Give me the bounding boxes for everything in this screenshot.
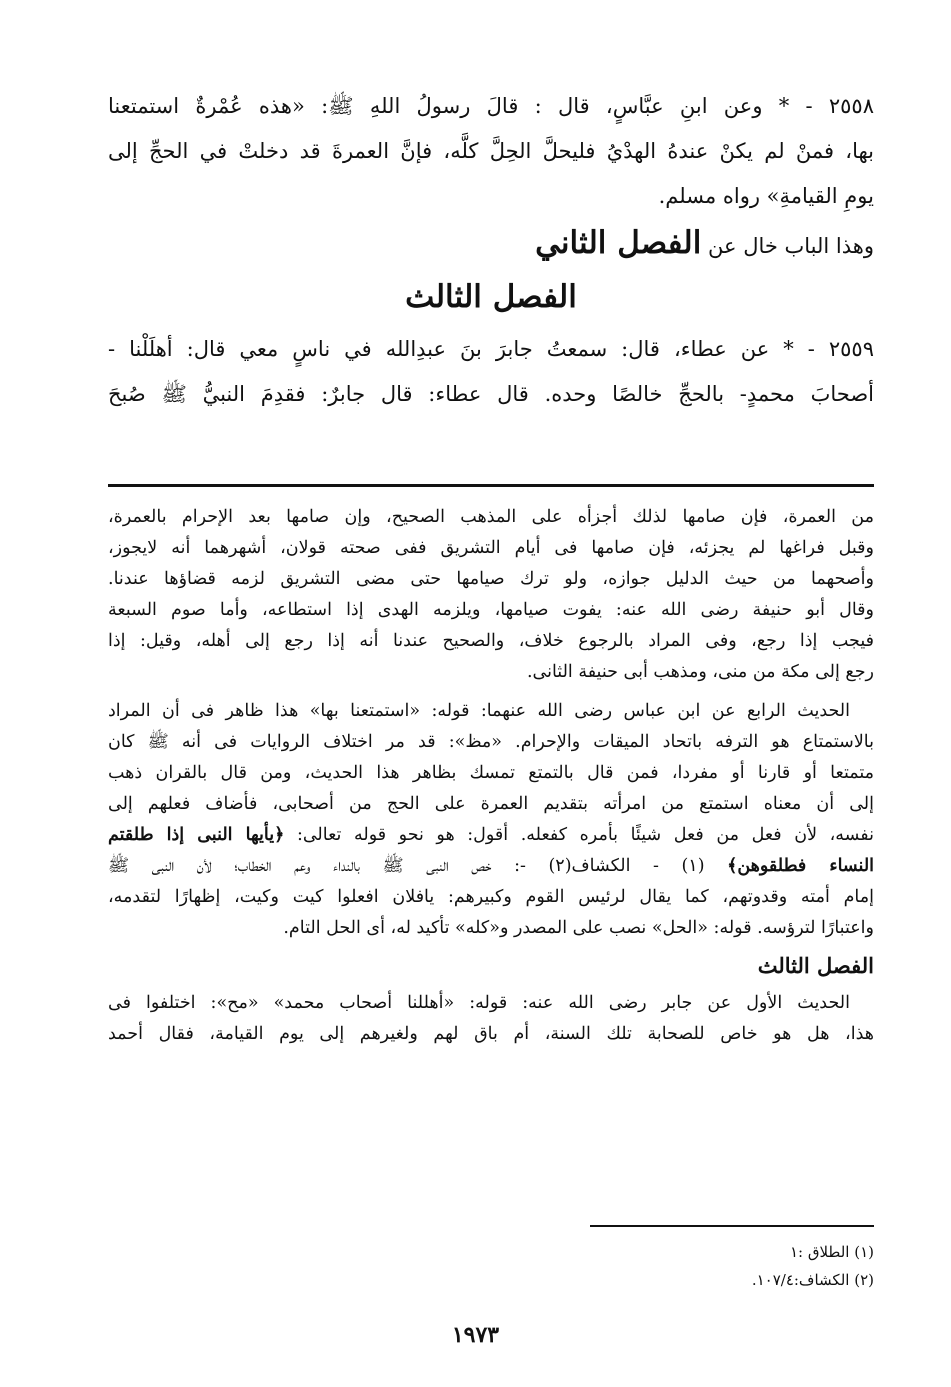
commentary-line: إمام أمته وقدوتهم، كما يقال لرئيس القوم وكبيرهم: يافلان افعلوا كيت وكيت، إظهارًا لتقدمه،	[108, 887, 874, 907]
main-separator-rule	[108, 484, 874, 487]
commentary-line: الحديث الرابع عن ابن عباس رضى الله عنهما: قوله: «استمتعنا بها» هذا ظاهر فى أن المراد	[108, 701, 850, 721]
commentary-text: نفسه، لأن فعل من فعل شيئًا بأمره كفعله. أقول: هو نحو قوله تعالى:	[296, 825, 874, 845]
commentary-line: الحديث الأول عن جابر رضى الله عنه: قوله: «أهللنا أصحاب محمد» «مح»: اختلفوا فى	[108, 993, 850, 1013]
commentary-line: وقال أبو حنيفة رضى الله عنه: يفوت صيامها، ويلزمه الهدى إذا استطاعه، وأما صوم السبعة	[108, 600, 874, 620]
commentary	[108, 502, 874, 1050]
footnote: (١) الطلاق :١	[789, 1243, 874, 1261]
hadith-2559-line: أصحابَ محمدٍ- بالحجِّ خالصًا وحده. قال عطاء: قال جابرٌ: فقدِمَ النبيُّ ﷺ صُبحَ	[108, 382, 874, 406]
commentary-line: بالاستمتاع هو الترفه باتحاد الميقات والإحرام. «مظ»: قد مر اختلاف الروايات فى أنه ﷺ كان	[108, 732, 874, 752]
footnote-rule	[590, 1225, 874, 1227]
commentary-line: إلى أن معناه استمتع من امرأته بتقديم العمرة على الحج من أصحابى، فأضاف فعلهم إلى	[108, 794, 874, 814]
main-text	[108, 84, 874, 417]
quran-verse-bold: ﴿يأيها النبى إذا طلقتم	[108, 825, 285, 845]
commentary-line	[108, 851, 874, 882]
chapter-note-bold: الفصل الثاني	[535, 225, 702, 261]
chapter-note	[108, 219, 874, 267]
hadith-2559-line: ٢٥٥٩ - * عن عطاء، قال: سمعتُ جابرَ بنَ عبدِالله في ناسٍ معي قال: أهلَلْنا -	[108, 337, 874, 361]
commentary-line: فيجب إذا رجع، وفى المراد بالرجوع خلاف، والصحيح عندنا أنه إذا رجع إلى أهله، وقيل: إذا	[108, 631, 874, 651]
footnotes	[752, 1238, 874, 1294]
commentary-line: هذا، هل هو خاص للصحابة تلك السنة، أم باق لهم ولغيرهم إلى يوم القيامة، فقال أحمد	[108, 1024, 874, 1044]
footnote: (٢) الكشاف:١٠٧/٤.	[751, 1271, 874, 1289]
commentary-line: وقبل فراغها لم يجزئه، فإن صامها فى أيام التشريق ففى صحته قولان، أشهرهما أنه لايجوز،	[108, 538, 874, 558]
commentary-line: وأصحهما من حيث الدليل جوازه، ولو ترك صيامها حتى مضى التشريق لزمه قضاؤها عندنا.	[108, 569, 874, 589]
commentary-line: متمتعا أو قارنا أو مفردا، فمن قال بالتمتع تمسك بظاهر هذا الحديث، ومن قال بالقران ذهب	[108, 763, 874, 783]
paragraph-gap	[108, 688, 874, 696]
commentary-line: من العمرة، فإن صامها لذلك أجزأه على المذهب الصحيح، وإن صامها بعد الإحرام بالعمرة،	[108, 507, 874, 527]
commentary-line: واعتبارًا لترؤسه. قوله: «الحل» نصب على المصدر و«كله» تأكيد له، أى الحل التام.	[283, 918, 874, 938]
section-title: الفصل الثالث	[405, 279, 577, 315]
hadith-2558-line: بها، فمنْ لم يكنْ عندهُ الهدْيُ فليحلَّ الحِلَّ كلَّه، فإنَّ العمرةَ قد دخلتْ في الحجِّ إلى	[108, 139, 874, 163]
hadith-2558-line: يومِ القيامةِ» رواه مسلم.	[658, 184, 874, 208]
hadith-2558-line: ٢٥٥٨ - * وعن ابنِ عبَّاسٍ، قال : قالَ رسولُ اللهِ ﷺ: «هذه عُمْرةٌ استمتعنا	[108, 94, 874, 118]
quran-verse-bold: النساء فطلقوهن﴾	[727, 856, 874, 876]
commentary-section-title: الفصل الثالث	[757, 953, 874, 978]
commentary-line	[108, 820, 874, 851]
page-number: ١٩٧٣	[451, 1322, 500, 1348]
commentary-text: (١) - الكشاف(٢) -: خص النبى ﷺ بالنداء وعم الخطاب؛ لأن النبى ﷺ	[108, 856, 728, 876]
commentary-line: رجع إلى مكة من منى، ومذهب أبى حنيفة الثانى.	[526, 662, 874, 682]
chapter-note-text: وهذا الباب خال عن	[708, 234, 874, 258]
